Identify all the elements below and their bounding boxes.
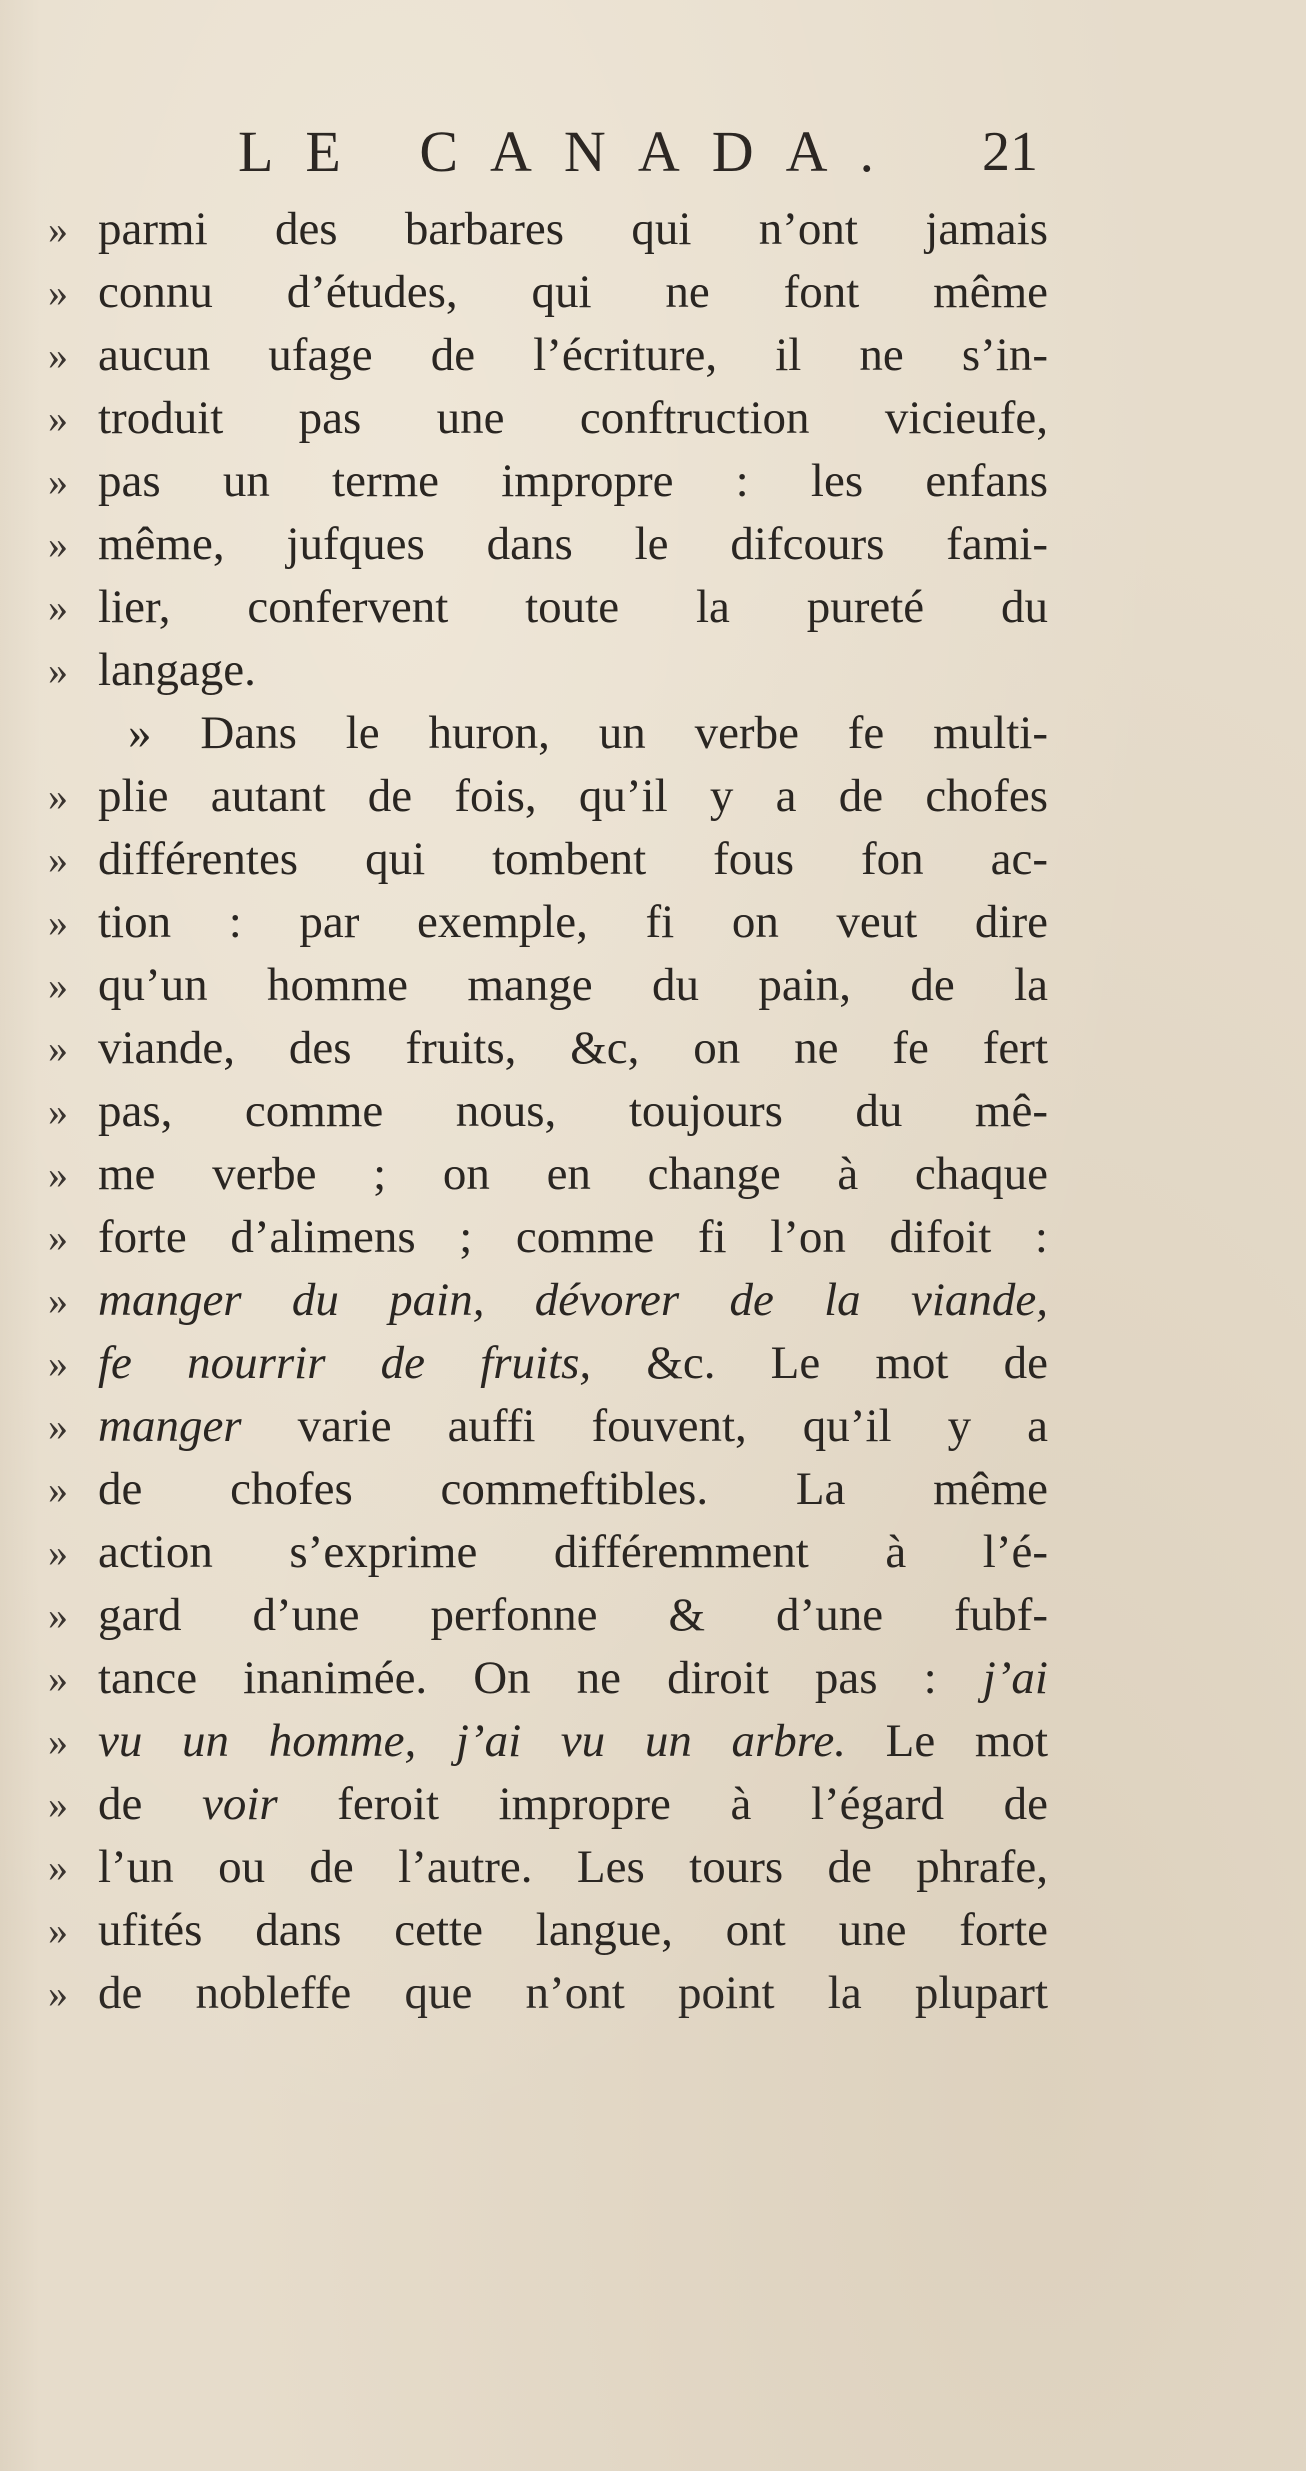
quote-mark: » [48,1656,68,1701]
quote-mark: » [48,1341,68,1386]
quote-mark: » [48,270,68,315]
text-line [48,1458,1048,1521]
line-text [98,1710,1048,1773]
text-line [48,450,1048,513]
line-text [98,1647,1048,1710]
body-text [48,198,1048,2025]
roman-segment: tance inanimée. On ne diroit pas : [98,1652,983,1704]
quote-mark: » [48,396,68,441]
quote-mark: » [48,648,68,693]
text-line [48,1836,1048,1899]
line-text: plie autant de fois, qu’il y a de chofes [98,770,1048,822]
text-line [48,1584,1048,1647]
quote-mark: » [48,1782,68,1827]
text-line [48,324,1048,387]
line-text: langage. [98,644,256,696]
italic-segment: j’ai [982,1652,1048,1704]
quote-mark: » [48,333,68,378]
text-line [48,765,1048,828]
roman-segment: de [98,1778,202,1830]
text-line [48,954,1048,1017]
quote-mark: » [48,900,68,945]
line-text [98,1395,1048,1458]
text-line [48,639,1048,702]
quote-mark: » [48,837,68,882]
running-title: LE CANADA. [238,119,906,184]
text-line [48,1269,1048,1332]
text-line [48,1647,1048,1710]
quote-mark: » [48,963,68,1008]
quote-mark: » [48,1215,68,1260]
quote-mark: » [48,1026,68,1071]
text-line-paragraph-start [48,702,1048,765]
text-line [48,1395,1048,1458]
text-line [48,387,1048,450]
quote-mark: » [48,1908,68,1953]
quote-mark: » [48,1152,68,1197]
text-line [48,1332,1048,1395]
quote-mark: » [48,207,68,252]
line-text: action s’exprime différemment à l’é- [98,1526,1048,1578]
line-text: l’un ou de l’autre. Les tours de phrafe, [98,1841,1048,1893]
quote-mark: » [48,585,68,630]
page-number: 21 [982,121,1038,183]
quote-mark: » [48,459,68,504]
line-text: différentes qui tombent fous fon ac- [98,833,1048,885]
line-text: ufités dans cette langue, ont une forte [98,1904,1048,1956]
quote-mark: » [48,1971,68,2016]
roman-segment: Le mot [845,1715,1048,1767]
text-line [48,1521,1048,1584]
text-line [48,1206,1048,1269]
text-line [48,1962,1048,2025]
line-text [98,1773,1048,1836]
line-text: pas, comme nous, toujours du mê- [98,1085,1048,1137]
text-line [48,1143,1048,1206]
quote-mark: » [48,1278,68,1323]
line-text-italic: manger du pain, dévorer de la viande, [98,1274,1048,1326]
line-text: me verbe ; on en change à chaque [98,1148,1048,1200]
text-line [48,1899,1048,1962]
quote-mark: » [48,1530,68,1575]
line-text: qu’un homme mange du pain, de la [98,959,1048,1011]
line-text: même, jufques dans le difcours fami- [98,518,1048,570]
line-text: de chofes commeftibles. La même [98,1463,1048,1515]
text-line [48,1710,1048,1773]
quote-mark: » [48,1719,68,1764]
line-text: » Dans le huron, un verbe fe multi- [128,707,1048,759]
line-text: forte d’alimens ; comme fi l’on difoit : [98,1211,1048,1263]
quote-mark: » [48,1404,68,1449]
italic-segment: vu un homme, j’ai vu un arbre. [98,1715,846,1767]
quote-mark: » [48,1845,68,1890]
quote-mark: » [48,1593,68,1638]
text-line [48,513,1048,576]
text-line [48,891,1048,954]
italic-segment: voir [201,1778,278,1830]
line-text: gard d’une perfonne & d’une fubf- [98,1589,1048,1641]
line-text: troduit pas une conftruction vicieufe, [98,392,1048,444]
roman-segment: feroit impropre à l’égard de [277,1778,1048,1830]
line-text [98,1332,1048,1395]
line-text: pas un terme impropre : les enfans [98,455,1048,507]
line-text: tion : par exemple, fi on veut dire [98,896,1048,948]
text-line [48,576,1048,639]
text-line [48,828,1048,891]
line-text: viande, des fruits, &c, on ne fe fert [98,1022,1048,1074]
page-header [238,112,1038,192]
italic-segment: fe nourrir de fruits, [98,1337,592,1389]
text-line [48,261,1048,324]
text-line [48,198,1048,261]
line-text: lier, confervent toute la pureté du [98,581,1048,633]
roman-segment: varie auffi fouvent, qu’il y a [241,1400,1048,1452]
text-line [48,1080,1048,1143]
quote-mark: » [48,522,68,567]
quote-mark: » [48,1089,68,1134]
italic-segment: manger [98,1400,242,1452]
text-line [48,1773,1048,1836]
line-text: connu d’études, qui ne font même [98,266,1048,318]
line-text: aucun ufage de l’écriture, il ne s’in- [98,329,1048,381]
text-line [48,1017,1048,1080]
quote-mark: » [48,1467,68,1512]
line-text: de nobleffe que n’ont point la plupart [98,1967,1048,2019]
roman-segment: &c. Le mot de [591,1337,1048,1389]
line-text: parmi des barbares qui n’ont jamais [98,203,1048,255]
quote-mark: » [48,774,68,819]
